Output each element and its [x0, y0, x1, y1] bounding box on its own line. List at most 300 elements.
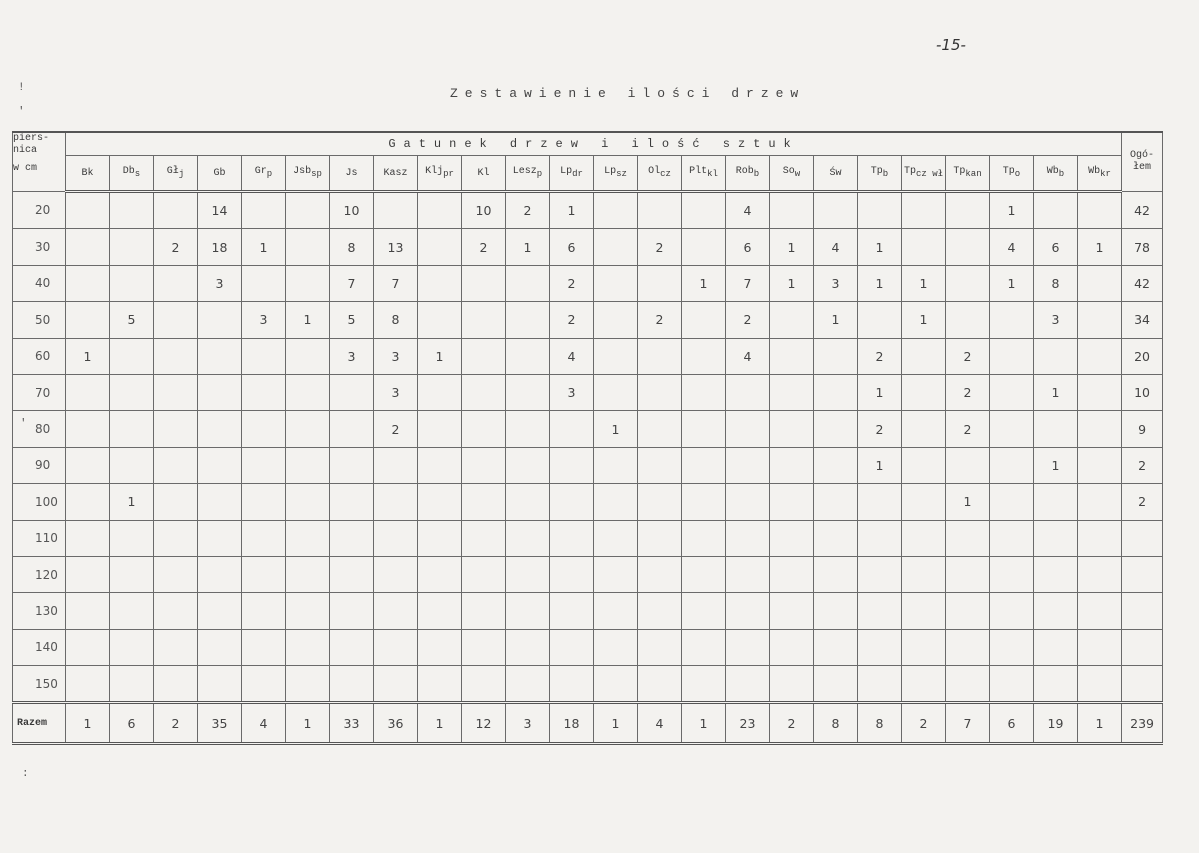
count-cell — [418, 520, 462, 556]
count-cell — [506, 484, 550, 520]
sum-cell: 1 — [66, 703, 110, 744]
count-cell: 2 — [858, 411, 902, 447]
species-header — [418, 156, 462, 192]
table-row — [13, 411, 1163, 447]
table-row — [13, 666, 1163, 703]
count-cell — [1078, 666, 1122, 703]
row-total-cell: 2 — [1122, 447, 1163, 483]
count-cell — [154, 447, 198, 483]
species-header — [770, 156, 814, 192]
count-cell — [462, 484, 506, 520]
count-cell: 1 — [858, 374, 902, 410]
count-cell — [990, 484, 1034, 520]
count-cell — [594, 484, 638, 520]
species-code: Wb — [1088, 166, 1101, 177]
species-code: Lesz — [512, 166, 537, 177]
species-subscript: kl — [707, 169, 718, 179]
count-cell: 3 — [374, 374, 418, 410]
species-header — [66, 156, 110, 192]
count-cell — [374, 629, 418, 665]
count-cell — [198, 629, 242, 665]
row-total-cell: 2 — [1122, 484, 1163, 520]
count-cell: 1 — [418, 338, 462, 374]
count-cell — [682, 520, 726, 556]
count-cell: 2 — [638, 229, 682, 265]
count-cell — [242, 374, 286, 410]
species-header — [682, 156, 726, 192]
count-cell — [770, 374, 814, 410]
margin-mark: ' — [20, 418, 27, 430]
row-total-cell — [1122, 520, 1163, 556]
count-cell — [858, 520, 902, 556]
count-cell — [946, 629, 990, 665]
count-cell — [418, 556, 462, 592]
species-code: Js — [345, 167, 358, 179]
count-cell — [418, 593, 462, 629]
count-cell — [858, 192, 902, 229]
count-cell: 1 — [286, 302, 330, 338]
diameter-cell: 20 — [13, 192, 66, 229]
count-cell — [726, 520, 770, 556]
count-cell — [814, 338, 858, 374]
count-cell: 4 — [726, 338, 770, 374]
species-code: So — [782, 166, 795, 177]
count-cell — [946, 192, 990, 229]
count-cell: 1 — [242, 229, 286, 265]
count-cell — [814, 447, 858, 483]
grand-total-cell: 239 — [1122, 703, 1163, 744]
count-cell: 2 — [638, 302, 682, 338]
count-cell — [242, 192, 286, 229]
count-cell — [286, 192, 330, 229]
count-cell: 14 — [198, 192, 242, 229]
count-cell — [462, 374, 506, 410]
count-cell — [814, 629, 858, 665]
species-header — [946, 156, 990, 192]
count-cell — [902, 556, 946, 592]
count-cell — [198, 302, 242, 338]
count-cell — [594, 629, 638, 665]
count-cell: 1 — [858, 229, 902, 265]
count-cell — [814, 374, 858, 410]
species-header — [858, 156, 902, 192]
species-subscript: s — [134, 169, 141, 179]
table-row — [13, 229, 1163, 265]
count-cell — [1078, 556, 1122, 592]
sum-cell: 19 — [1034, 703, 1078, 744]
count-cell — [594, 229, 638, 265]
count-cell — [506, 447, 550, 483]
table-row — [13, 374, 1163, 410]
count-cell — [682, 666, 726, 703]
count-cell — [1078, 447, 1122, 483]
count-cell — [154, 192, 198, 229]
table-row — [13, 556, 1163, 592]
count-cell — [462, 593, 506, 629]
count-cell — [902, 229, 946, 265]
count-cell — [990, 629, 1034, 665]
count-cell: 1 — [1034, 374, 1078, 410]
count-cell — [902, 338, 946, 374]
sum-label: Razem — [13, 703, 66, 744]
count-cell — [550, 666, 594, 703]
count-cell — [462, 302, 506, 338]
count-cell — [286, 374, 330, 410]
count-cell — [682, 229, 726, 265]
count-cell — [1078, 338, 1122, 374]
count-cell — [418, 629, 462, 665]
species-code: Plt — [689, 166, 708, 177]
row-total-cell: 20 — [1122, 338, 1163, 374]
count-cell: 2 — [726, 302, 770, 338]
count-cell — [682, 338, 726, 374]
count-cell — [462, 447, 506, 483]
count-cell — [506, 338, 550, 374]
species-code: Wb — [1046, 166, 1059, 177]
count-cell — [242, 484, 286, 520]
count-cell — [286, 666, 330, 703]
count-cell: 2 — [946, 374, 990, 410]
count-cell: 5 — [330, 302, 374, 338]
count-cell — [902, 666, 946, 703]
count-cell — [506, 629, 550, 665]
count-cell — [858, 302, 902, 338]
count-cell — [66, 520, 110, 556]
table-row — [13, 593, 1163, 629]
margin-mark: ! — [18, 82, 25, 94]
count-cell: 1 — [902, 265, 946, 301]
row-total-cell: 10 — [1122, 374, 1163, 410]
count-cell — [242, 447, 286, 483]
diameter-unit: w cm — [13, 163, 38, 174]
count-cell — [770, 338, 814, 374]
species-subscript: sz — [616, 169, 627, 179]
species-code: Ol — [648, 166, 661, 177]
count-cell — [638, 593, 682, 629]
diameter-cell: 50 — [13, 302, 66, 338]
species-subscript: cz — [660, 169, 671, 179]
count-cell — [1078, 192, 1122, 229]
species-code: Bk — [81, 167, 94, 179]
count-cell — [242, 338, 286, 374]
count-cell — [638, 484, 682, 520]
count-cell — [66, 666, 110, 703]
count-cell — [638, 556, 682, 592]
count-cell — [374, 484, 418, 520]
count-cell — [66, 374, 110, 410]
count-cell — [682, 484, 726, 520]
count-cell — [770, 192, 814, 229]
count-cell — [726, 593, 770, 629]
count-cell — [1078, 629, 1122, 665]
count-cell — [594, 520, 638, 556]
count-cell — [462, 556, 506, 592]
count-cell: 1 — [990, 192, 1034, 229]
species-header — [902, 156, 946, 192]
count-cell — [858, 629, 902, 665]
count-cell: 1 — [506, 229, 550, 265]
count-cell — [638, 411, 682, 447]
sum-cell: 12 — [462, 703, 506, 744]
count-cell — [286, 629, 330, 665]
count-cell — [594, 556, 638, 592]
count-cell — [638, 666, 682, 703]
count-cell — [946, 265, 990, 301]
count-cell — [1034, 338, 1078, 374]
count-cell — [726, 484, 770, 520]
count-cell: 6 — [726, 229, 770, 265]
count-cell — [1078, 484, 1122, 520]
count-cell: 3 — [198, 265, 242, 301]
species-header — [198, 156, 242, 192]
count-cell — [66, 593, 110, 629]
count-cell — [1078, 374, 1122, 410]
count-cell — [154, 338, 198, 374]
count-cell — [154, 593, 198, 629]
count-cell — [770, 593, 814, 629]
count-cell: 3 — [1034, 302, 1078, 338]
margin-mark: ' — [18, 106, 25, 118]
species-code: Św — [829, 167, 842, 179]
count-cell — [286, 593, 330, 629]
count-cell — [66, 192, 110, 229]
count-cell — [1034, 556, 1078, 592]
count-cell — [638, 447, 682, 483]
count-cell — [770, 666, 814, 703]
count-cell — [198, 411, 242, 447]
species-subscript: p — [266, 169, 273, 179]
count-cell — [682, 374, 726, 410]
table-row — [13, 484, 1163, 520]
count-cell — [286, 229, 330, 265]
species-code: Lp — [604, 166, 617, 177]
count-cell — [550, 484, 594, 520]
count-cell — [66, 302, 110, 338]
sum-cell: 2 — [154, 703, 198, 744]
count-cell: 1 — [682, 265, 726, 301]
sum-cell: 1 — [418, 703, 462, 744]
count-cell: 6 — [550, 229, 594, 265]
count-cell — [1034, 666, 1078, 703]
count-cell: 3 — [550, 374, 594, 410]
count-cell — [770, 629, 814, 665]
table-row — [13, 192, 1163, 229]
sum-cell: 1 — [682, 703, 726, 744]
count-cell — [154, 374, 198, 410]
sum-cell: 36 — [374, 703, 418, 744]
count-cell — [902, 374, 946, 410]
count-cell — [594, 666, 638, 703]
diameter-cell: 60 — [13, 338, 66, 374]
sum-cell: 3 — [506, 703, 550, 744]
count-cell — [1034, 484, 1078, 520]
count-cell — [330, 411, 374, 447]
count-cell — [1078, 593, 1122, 629]
species-code: Tp — [870, 166, 883, 177]
count-cell — [286, 447, 330, 483]
count-cell — [946, 666, 990, 703]
count-cell — [330, 666, 374, 703]
count-cell — [990, 338, 1034, 374]
count-cell: 3 — [814, 265, 858, 301]
count-cell — [198, 484, 242, 520]
count-cell — [286, 556, 330, 592]
row-total-cell: 42 — [1122, 265, 1163, 301]
count-cell — [374, 593, 418, 629]
count-cell — [902, 484, 946, 520]
count-cell — [814, 192, 858, 229]
count-cell — [286, 265, 330, 301]
count-cell — [110, 192, 154, 229]
count-cell — [286, 520, 330, 556]
count-cell — [374, 520, 418, 556]
count-cell — [110, 265, 154, 301]
count-cell — [286, 411, 330, 447]
row-total-cell — [1122, 593, 1163, 629]
count-cell — [1034, 629, 1078, 665]
table-row — [13, 302, 1163, 338]
species-code: Kl — [477, 167, 490, 179]
total-header: Ogó-łem — [1122, 132, 1163, 192]
species-subscript: j — [178, 169, 185, 179]
species-header — [1034, 156, 1078, 192]
species-header — [110, 156, 154, 192]
count-cell: 7 — [726, 265, 770, 301]
count-cell: 4 — [726, 192, 770, 229]
count-cell — [946, 229, 990, 265]
count-cell — [814, 556, 858, 592]
table-row — [13, 447, 1163, 483]
count-cell — [594, 265, 638, 301]
count-cell — [462, 666, 506, 703]
count-cell — [506, 265, 550, 301]
count-cell — [374, 556, 418, 592]
count-cell — [418, 229, 462, 265]
count-cell — [110, 411, 154, 447]
sum-cell: 1 — [286, 703, 330, 744]
count-cell — [154, 666, 198, 703]
count-cell — [726, 374, 770, 410]
count-cell — [374, 666, 418, 703]
sum-cell: 1 — [1078, 703, 1122, 744]
count-cell — [594, 374, 638, 410]
species-subscript: cz wł — [916, 169, 944, 179]
species-header — [374, 156, 418, 192]
count-cell — [154, 265, 198, 301]
count-cell — [154, 556, 198, 592]
count-cell: 1 — [990, 265, 1034, 301]
sum-cell: 6 — [110, 703, 154, 744]
count-cell — [330, 374, 374, 410]
count-cell — [286, 338, 330, 374]
count-cell — [638, 520, 682, 556]
count-cell — [770, 556, 814, 592]
count-cell: 2 — [462, 229, 506, 265]
sum-cell: 2 — [770, 703, 814, 744]
count-cell — [902, 192, 946, 229]
count-cell: 1 — [1034, 447, 1078, 483]
count-cell — [858, 484, 902, 520]
count-cell: 1 — [110, 484, 154, 520]
count-cell — [1034, 411, 1078, 447]
species-code: Tp — [1002, 166, 1015, 177]
species-header — [154, 156, 198, 192]
diameter-cell: 110 — [13, 520, 66, 556]
count-cell — [66, 229, 110, 265]
count-cell — [110, 447, 154, 483]
count-cell — [902, 447, 946, 483]
count-cell: 1 — [66, 338, 110, 374]
count-cell: 2 — [858, 338, 902, 374]
sum-cell: 8 — [814, 703, 858, 744]
count-cell — [506, 520, 550, 556]
sum-cell: 1 — [594, 703, 638, 744]
count-cell: 3 — [242, 302, 286, 338]
count-cell — [770, 447, 814, 483]
count-cell — [506, 374, 550, 410]
count-cell: 4 — [990, 229, 1034, 265]
species-subscript: dr — [572, 169, 583, 179]
count-cell: 1 — [1078, 229, 1122, 265]
count-cell — [198, 447, 242, 483]
count-cell — [330, 556, 374, 592]
species-code: Db — [122, 166, 135, 177]
count-cell — [946, 447, 990, 483]
count-cell: 4 — [550, 338, 594, 374]
count-cell: 1 — [770, 229, 814, 265]
count-cell — [286, 484, 330, 520]
diameter-cell: 140 — [13, 629, 66, 665]
diameter-cell: 80 — [13, 411, 66, 447]
margin-mark: : — [22, 768, 29, 780]
count-cell: 10 — [330, 192, 374, 229]
count-cell — [374, 192, 418, 229]
count-cell — [682, 556, 726, 592]
species-header — [990, 156, 1034, 192]
count-cell: 1 — [858, 265, 902, 301]
count-cell — [902, 520, 946, 556]
species-header — [242, 156, 286, 192]
species-header — [1078, 156, 1122, 192]
count-cell — [418, 374, 462, 410]
count-cell — [1034, 593, 1078, 629]
count-cell — [858, 556, 902, 592]
count-cell — [946, 302, 990, 338]
count-cell — [550, 520, 594, 556]
row-total-cell — [1122, 666, 1163, 703]
species-header-row — [13, 156, 1163, 192]
count-cell — [814, 593, 858, 629]
row-total-cell — [1122, 629, 1163, 665]
count-cell — [638, 338, 682, 374]
row-total-cell: 42 — [1122, 192, 1163, 229]
count-cell — [506, 593, 550, 629]
count-cell — [154, 302, 198, 338]
count-cell — [66, 265, 110, 301]
count-cell — [242, 520, 286, 556]
species-subscript: kr — [1100, 169, 1111, 179]
count-cell — [66, 556, 110, 592]
diameter-cell: 130 — [13, 593, 66, 629]
count-cell — [242, 556, 286, 592]
sum-cell: 8 — [858, 703, 902, 744]
count-cell — [110, 556, 154, 592]
count-cell — [154, 629, 198, 665]
count-cell — [990, 411, 1034, 447]
count-cell — [946, 556, 990, 592]
count-cell: 7 — [374, 265, 418, 301]
count-cell — [550, 411, 594, 447]
